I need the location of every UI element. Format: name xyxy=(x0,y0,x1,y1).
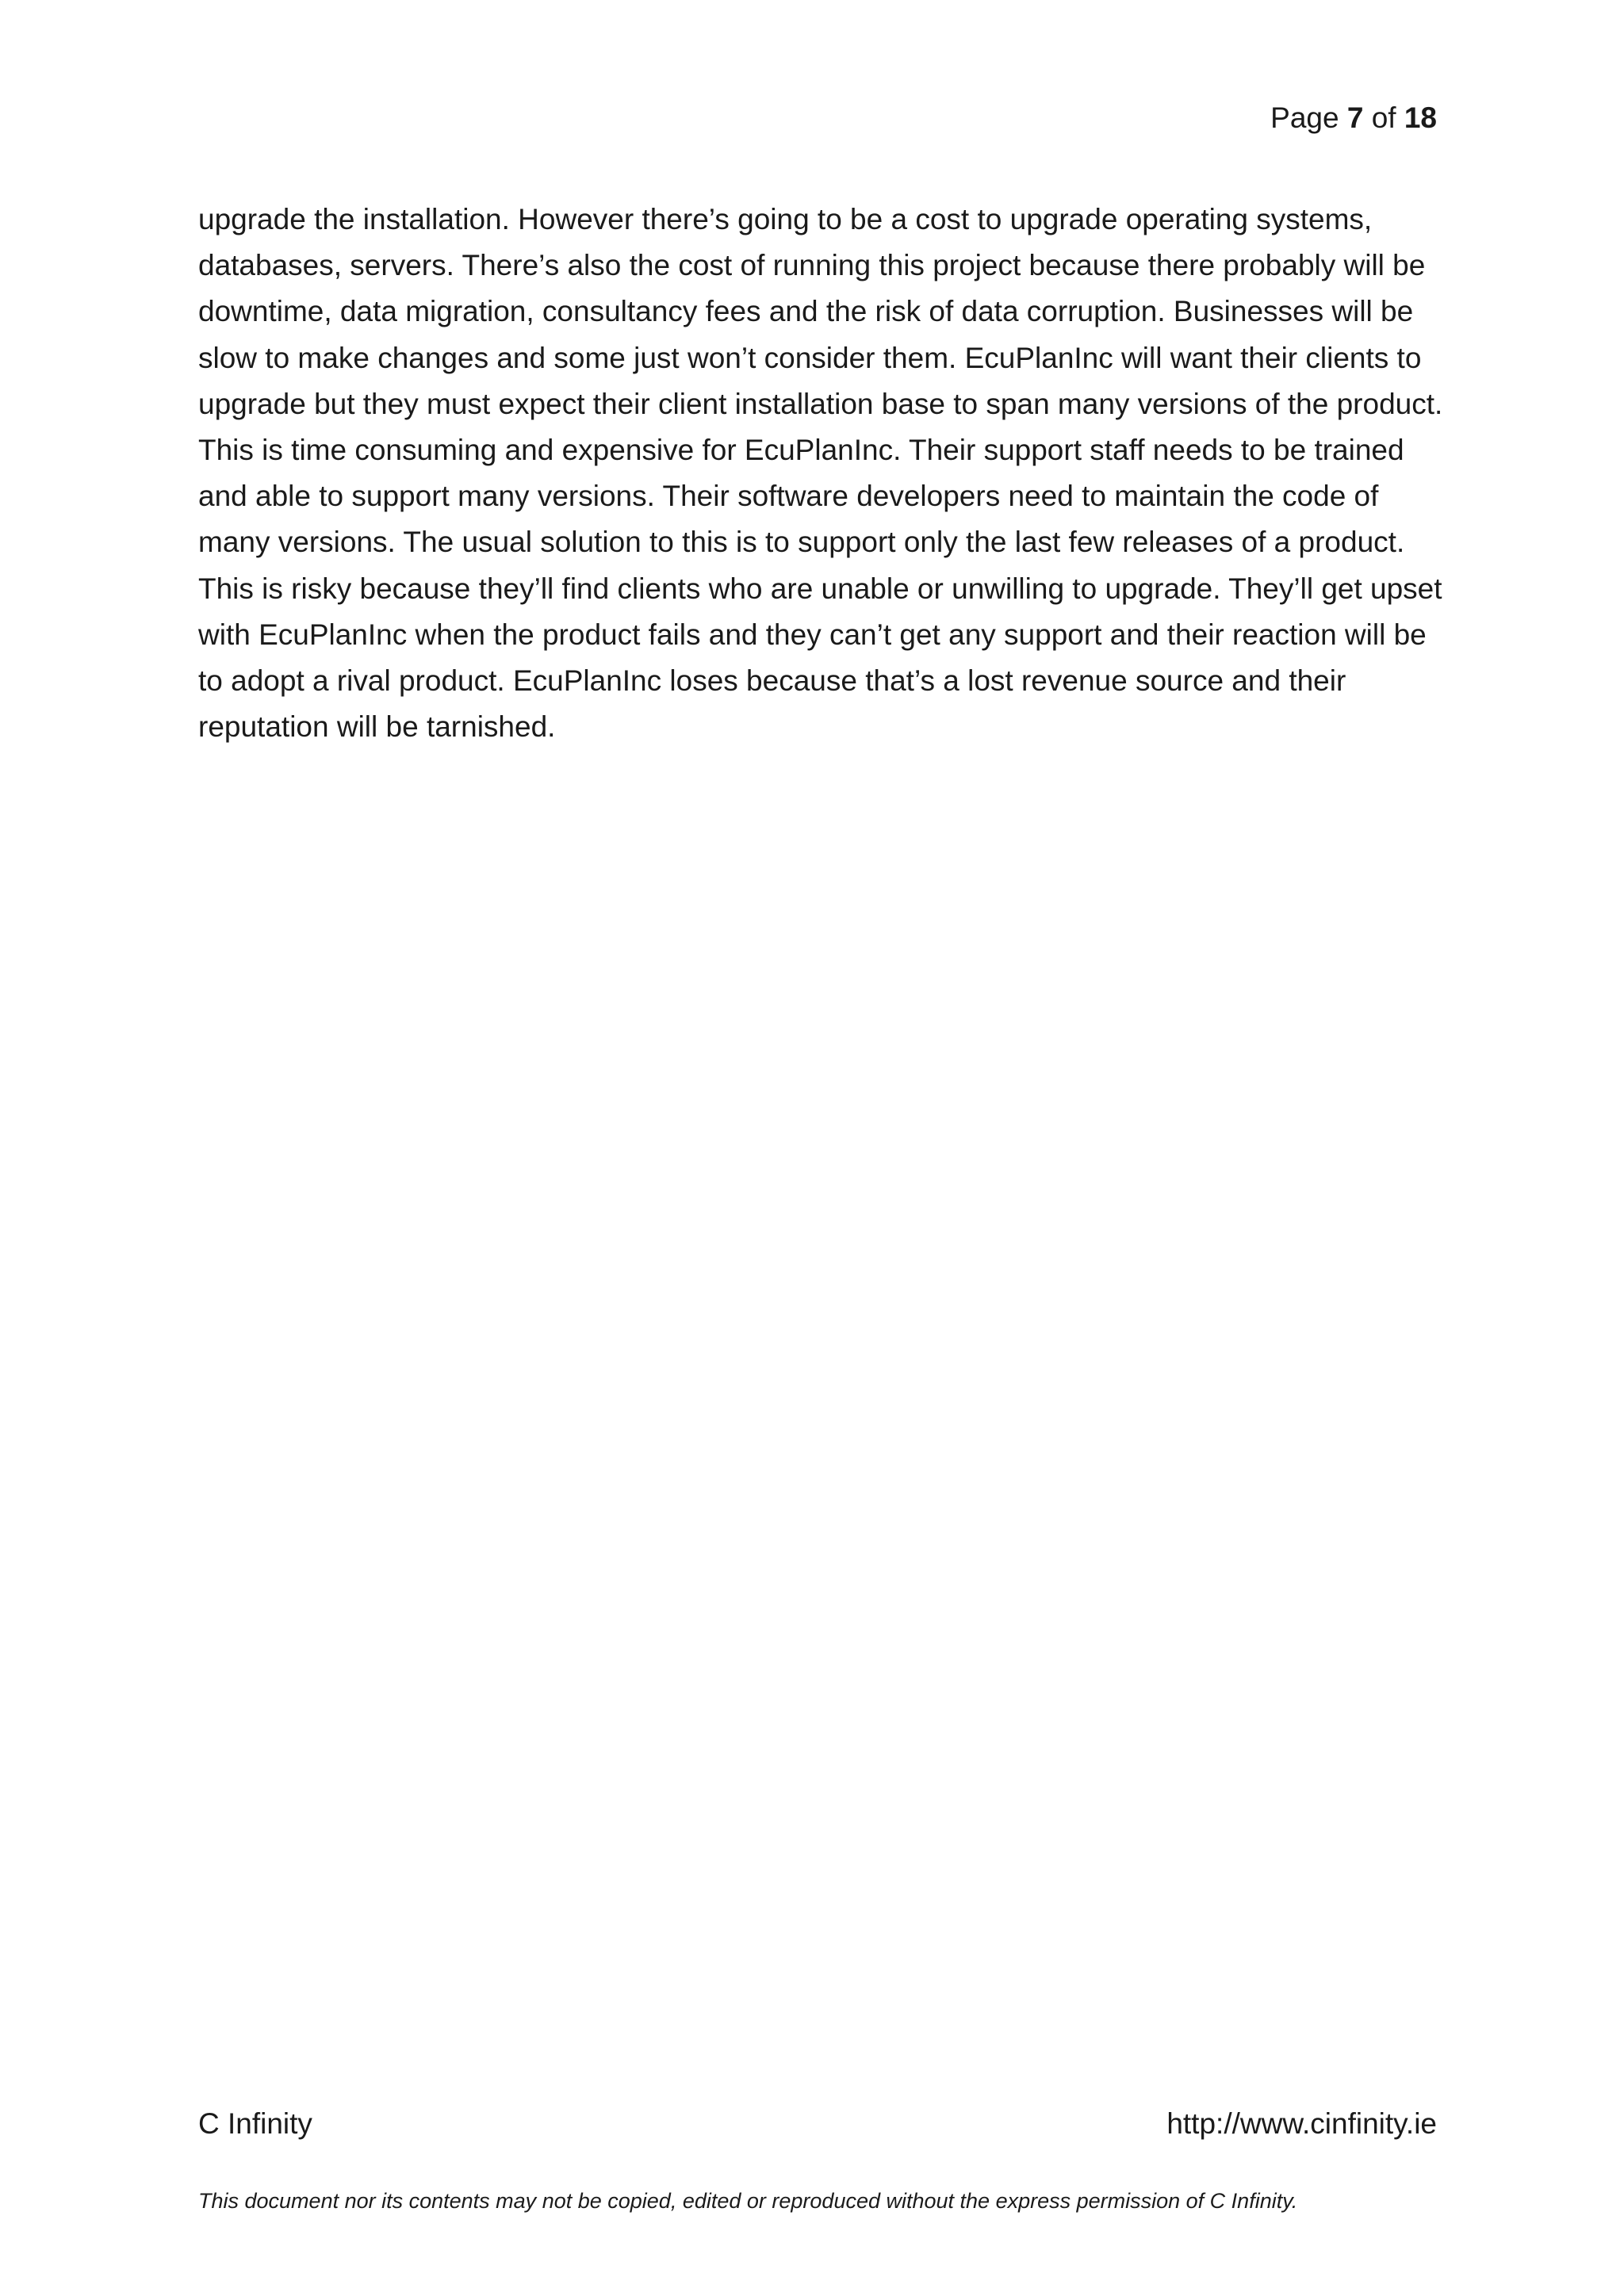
footer-copyright-notice: This document nor its contents may not be copied, edited or reproduced without the express permission of C Infinity. xyxy=(198,2189,1298,2213)
page-word: Page xyxy=(1270,101,1339,134)
page-number xyxy=(1270,97,1437,140)
page-of: of xyxy=(1371,101,1396,134)
page-current: 7 xyxy=(1346,101,1364,134)
footer-url[interactable]: http://www.cinfinity.ie xyxy=(1166,2107,1437,2140)
page-total: 18 xyxy=(1404,101,1437,134)
body-paragraph: upgrade the installation. However there’s going to be a cost to upgrade operating systems, databases, servers. There’s also the cost of running this project because there probably will be downtime, data migration, consultancy fees and the risk of data corruption. Businesses will be slow to make changes and some just won’t consider them. EcuPlanInc will want their clients to upgrade but they must expect their client installation base to span many versions of the product. This is time consuming and expensive for EcuPlanInc. Their support staff needs to be trained and able to support many versions. Their software developers need to maintain the code of many versions. The usual solution to this is to support only the last few releases of a product. This is risky because they’ll find clients who are unable or unwilling to upgrade. They’ll get upset with EcuPlanInc when the product fails and they can’t get any support and their reaction will be to adopt a rival product. EcuPlanInc loses because that’s a lost revenue source and their reputation will be tarnished. xyxy=(198,203,1443,744)
footer-company: C Infinity xyxy=(198,2107,312,2140)
